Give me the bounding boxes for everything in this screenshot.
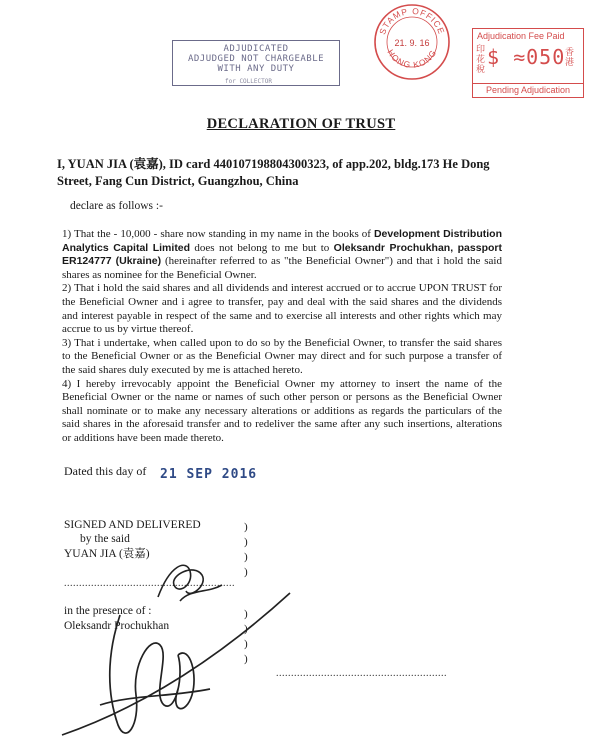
fee-stamp-footer: Pending Adjudication — [473, 83, 583, 97]
signed-delivered-label: SIGNED AND DELIVERED — [64, 519, 201, 531]
adjudicated-stamp-line: ADJUDGED NOT CHARGEABLE — [187, 54, 325, 64]
document-title: DECLARATION OF TRUST — [206, 116, 396, 132]
stamp-office-ring-bottom: HONG KONG — [385, 47, 439, 70]
fee-stamp-chinese-right: 香港 — [565, 47, 575, 67]
stamp-office-date: 21. 9. 16 — [394, 38, 430, 48]
clause-4: 4) I hereby irrevocably appoint the Beneficial Owner my attorney to insert the name of the Beneficial Owner or the name or names of such other person or persons as the Beneficial Owner shall nominate or to make any necessary alterations or additions as regards the particulars of the said shares in the aforesaid transfer and to redeliver the same after any such insertions, alterations or additions have been made thereto. — [62, 377, 502, 444]
signer-name: YUAN JIA (袁嘉) — [64, 548, 150, 560]
by-the-said-label: by the said — [80, 533, 130, 545]
stamp-office-ring-top: STAMP OFFICE — [377, 5, 447, 36]
date-stamp: 21 SEP 2016 — [160, 467, 258, 482]
beneficiary-name: Oleksandr Prochukhan, passport ER124777 (Ukraine) — [62, 241, 502, 268]
fee-stamp-header: Adjudication Fee Paid — [477, 31, 565, 41]
bracket-mark: ) — [244, 623, 248, 635]
stamp-office-seal — [372, 2, 452, 82]
bracket-mark: ) — [244, 521, 248, 533]
company-name: Development Distribution Analytics Capital Limited — [62, 228, 502, 254]
clause-1-text: (hereinafter referred to as "the Beneficial Owner") and that i hold the said shares as nominee for the Beneficial Owner. — [62, 255, 502, 281]
bracket-mark: ) — [244, 536, 248, 548]
bracket-mark: ) — [244, 638, 248, 650]
fee-stamp-amount: $ ≈050 — [487, 45, 566, 69]
presence-label: in the presence of : — [64, 605, 152, 617]
witness-signature-line: ......................................................... — [276, 668, 447, 679]
clause-1-text: does not belong to me but to — [190, 241, 334, 254]
clause-1 — [62, 228, 502, 282]
bracket-mark: ) — [244, 566, 248, 578]
adjudicated-stamp — [172, 40, 340, 86]
clause-2: 2) That i hold the said shares and all dividends and interest accrued or to accrue UPON TRUST for the Beneficial Owner and i agree to transfer, pay and deal with the said shares and the dividends and interest payable in respect of the same and to exercise all interests and other rights which may accrue to us by virtue thereof. — [62, 282, 502, 336]
fee-stamp-chinese-left: 印花稅 — [476, 44, 486, 74]
declarant-intro: I, YUAN JIA (袁嘉), ID card 440107198804300323, of app.202, bldg.173 He Dong Street, Fang Cun District, Guangzhou, China — [57, 157, 490, 188]
adjudicated-stamp-line: WITH ANY DUTY — [217, 64, 295, 74]
clause-1-text: 1) That the - 10,000 - share now standing in my name in the books of — [62, 228, 374, 240]
witness-name: Oleksandr Prochukhan — [64, 620, 170, 632]
declare-line: declare as follows :- — [70, 200, 163, 212]
dated-label: Dated this day of — [64, 464, 147, 478]
bracket-mark: ) — [244, 551, 248, 563]
bracket-mark: ) — [244, 653, 248, 665]
witness-signature-scribble — [60, 585, 330, 750]
adjudicated-stamp-collector: for COLLECTOR — [225, 78, 272, 85]
clause-3: 3) That i undertake, when called upon to do so by the Beneficial Owner, to transfer the said shares to the Beneficial Owner or as the Beneficial Owner may direct and for such purpose a transfer of the said shares duly executed by me is attached hereto. — [62, 336, 502, 376]
signer-signature-line: ......................................................... — [64, 578, 235, 589]
clauses-body — [62, 228, 502, 446]
bracket-mark: ) — [244, 608, 248, 620]
adjudicated-stamp-line: ADJUDICATED — [223, 44, 289, 54]
adjudication-fee-stamp — [472, 28, 584, 98]
